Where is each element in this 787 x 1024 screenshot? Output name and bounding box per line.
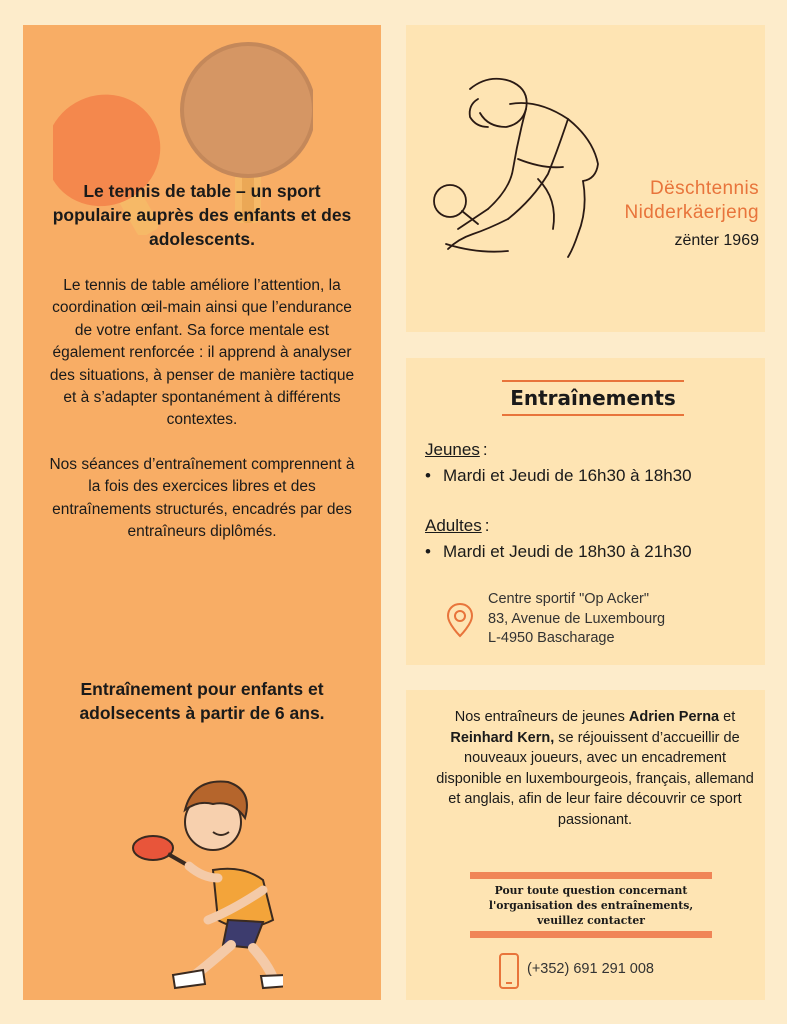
table-tennis-player-icon	[418, 69, 608, 259]
coaches-text-intro: Nos entraîneurs de jeunes	[454, 709, 629, 725]
club-logo-panel	[406, 25, 765, 332]
group-label-text: Adultes	[425, 516, 482, 535]
kid-player-illustration	[113, 770, 283, 995]
age-callout: Entraînement pour enfants et adolsecents à partir de 6 ans.	[79, 679, 325, 723]
contact-prompt: Pour toute question concernant l'organisation des entraînements, veuillez contacter	[488, 883, 694, 927]
schedule-jeunes	[425, 466, 692, 486]
coaches-text-and: et	[719, 709, 736, 725]
club-name	[566, 177, 759, 225]
schedule-adultes	[425, 542, 692, 562]
group-label-colon: :	[484, 516, 490, 535]
trainings-heading: Entraînements	[510, 386, 676, 410]
left-info-panel	[23, 25, 381, 1000]
smartphone-icon	[498, 952, 520, 990]
schedule-text: Mardi et Jeudi de 18h30 à 21h30	[443, 542, 692, 561]
group-label-adultes	[425, 516, 489, 536]
venue-address	[488, 590, 748, 649]
address-line1: Centre sportif "Op Acker"	[488, 591, 649, 607]
trainings-heading-box	[502, 380, 684, 416]
group-label-text: Jeunes	[425, 440, 480, 459]
club-name-line2: Nidderkäerjeng	[624, 202, 759, 223]
address-line3: L-4950 Bascharage	[488, 630, 615, 646]
coach-name-2: Reinhard Kern,	[450, 729, 555, 746]
contact-prompt-box	[470, 872, 712, 938]
trainings-panel	[406, 358, 765, 665]
founded-year: zënter 1969	[674, 232, 759, 249]
coaches-text	[430, 707, 760, 831]
contact-phone[interactable]: (+352) 691 291 008	[527, 961, 654, 977]
location-pin-icon	[446, 602, 474, 638]
group-label-jeunes	[425, 440, 488, 460]
sessions-paragraph: Nos séances d’entraînement comprennent à la fois des exercices libres et des entraînements structurés, encadrés par des entraîneurs diplômés.	[49, 455, 355, 541]
bullet: •	[425, 466, 431, 485]
address-line2: 83, Avenue de Luxembourg	[488, 610, 666, 627]
coaches-text-rest: se réjouissent d’accueillir de nouveaux joueurs, avec un encadrement disponible en luxembourgeois, français, allemand et anglais, afin de leur faire découvrir ce sport passionant.	[436, 729, 754, 828]
left-title: Le tennis de table – un sport populaire auprès des enfants et des adolescents.	[52, 181, 352, 249]
coaches-panel	[406, 690, 765, 1000]
club-name-line1: Dëschtennis	[650, 178, 759, 199]
schedule-text: Mardi et Jeudi de 16h30 à 18h30	[443, 466, 692, 485]
bullet: •	[425, 542, 431, 561]
group-label-colon: :	[482, 440, 488, 459]
benefits-paragraph: Le tennis de table améliore l’attention, la coordination œil-main ainsi que l’endurance de votre enfant. Sa force mentale est également renforcée : il apprend à analyser des situations, à penser de manière tactique et à s’adapter spontanément à différents contextes.	[49, 277, 355, 429]
left-body	[45, 275, 359, 565]
coach-name-1: Adrien Perna	[628, 709, 720, 725]
